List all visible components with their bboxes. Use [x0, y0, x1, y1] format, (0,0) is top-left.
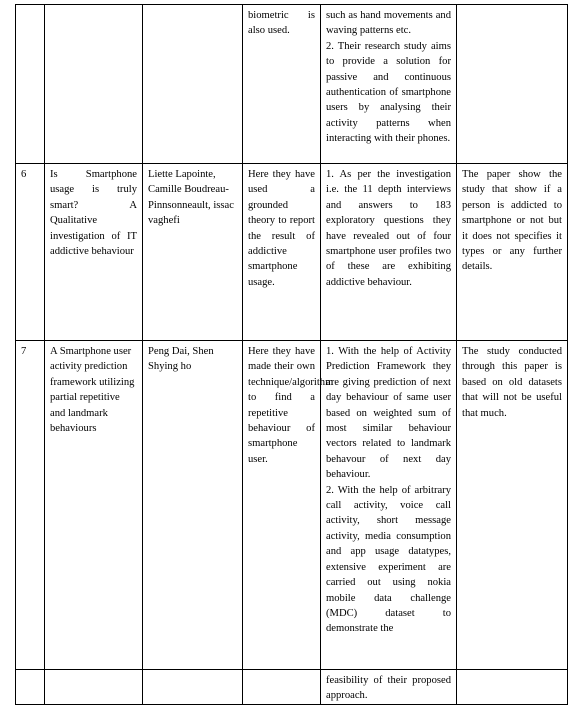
findings-cell — [321, 341, 457, 670]
finding-paragraph: 1. As per the investigation i.e. the 11 depth interviews and answers to 183 exploratory questions they have revealed out of four smartphone user profiles two of these are exhibiting addictive behaviour. — [326, 169, 451, 288]
serial-number-cell — [16, 670, 45, 705]
table-row — [16, 5, 568, 164]
serial-number-cell: 7 — [16, 341, 45, 670]
finding-paragraph: 2. With the help of arbitrary call activity, voice call activity, short message activity, media consumption and app usage datatypes, extensive experiment are carried out using nokia mobile data challenge (MDC) dataset to demonstrate the — [326, 484, 451, 635]
finding-paragraph: 2. Their research study aims to provide a solution for passive and continuous authentication of smartphone users by analysing their activity patterns when interacting with their phones. — [326, 40, 451, 145]
methodology-cell: Here they have made their own technique/algorithm to find a repetitive behaviour of smartphone user. — [243, 341, 321, 670]
table-row — [16, 341, 568, 670]
serial-number-cell: 6 — [16, 164, 45, 341]
literature-review-table — [15, 4, 568, 705]
methodology-cell — [243, 670, 321, 705]
findings-cell — [321, 670, 457, 705]
remarks-cell — [457, 670, 568, 705]
authors-cell: Peng Dai, Shen Shying ho — [143, 341, 243, 670]
methodology-cell: Here they have used a grounded theory to report the result of addictive smartphone usage. — [243, 164, 321, 341]
serial-number-cell — [16, 5, 45, 164]
findings-cell — [321, 5, 457, 164]
remarks-cell: The study conducted through this paper is based on old datasets that will not be useful that much. — [457, 341, 568, 670]
authors-cell — [143, 670, 243, 705]
remarks-cell: The paper show the study that show if a person is addicted to smartphone or not but it does not specifies it types or any further details. — [457, 164, 568, 341]
authors-cell: Liette Lapointe, Camille Boudreau-Pinnsonneault, issac vaghefi — [143, 164, 243, 341]
title-cell: Is Smartphone usage is truly smart? A Qualitative investigation of IT addictive behaviour — [45, 164, 143, 341]
finding-paragraph: feasibility of their proposed approach. — [326, 675, 451, 702]
title-cell — [45, 670, 143, 705]
finding-paragraph: 1. With the help of Activity Prediction Framework they are giving prediction of next day behaviour of same user based on weighted sum of most similar behaviour vectors related to landmark behavour of next day behaviour. — [326, 346, 451, 481]
authors-cell — [143, 5, 243, 164]
title-cell — [45, 5, 143, 164]
finding-paragraph: such as hand movements and waving patterns etc. — [326, 10, 451, 37]
methodology-cell: biometric is also used. — [243, 5, 321, 164]
title-cell: A Smartphone user activity prediction framework utilizing partial repetitive and landmark behaviours — [45, 341, 143, 670]
table-row — [16, 164, 568, 341]
remarks-cell — [457, 5, 568, 164]
table-row — [16, 670, 568, 705]
findings-cell — [321, 164, 457, 341]
